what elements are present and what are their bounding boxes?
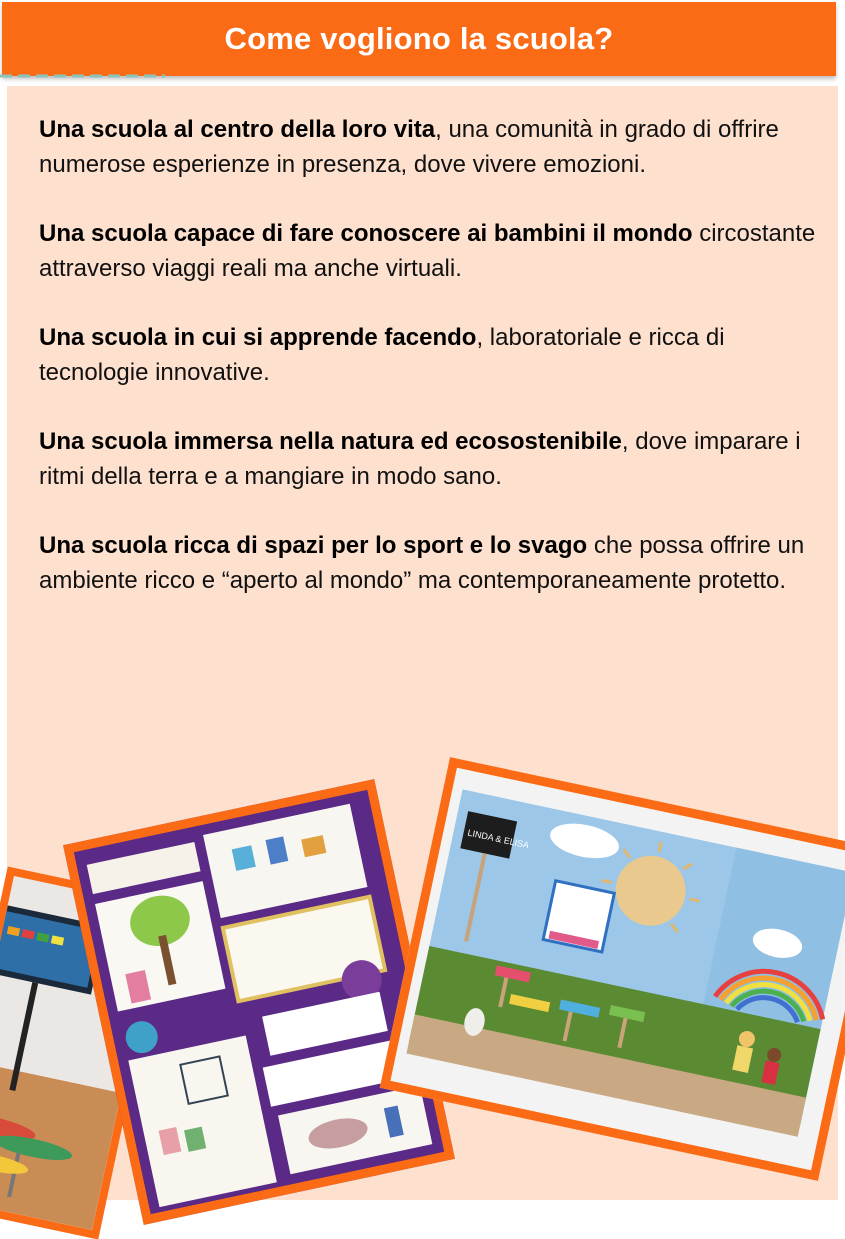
paragraph-5-bold: Una scuola ricca di spazi per lo sport e lo svago bbox=[39, 532, 588, 559]
paragraph-2-text: circostante attraverso viaggi reali ma anche virtuali. bbox=[39, 220, 816, 282]
paragraph-5 bbox=[39, 528, 819, 598]
paragraph-3-text: , laboratoriale e ricca di tecnologie innovative. bbox=[39, 324, 725, 386]
page-header bbox=[2, 2, 836, 76]
paragraph-4-bold: Una scuola immersa nella natura ed ecosostenibile bbox=[39, 428, 622, 455]
paragraph-3-bold: Una scuola in cui si apprende facendo bbox=[39, 324, 477, 351]
paragraph-2-bold: Una scuola capace di fare conoscere ai bambini il mondo bbox=[39, 220, 693, 247]
paragraph-1-text: , una comunità in grado di offrire numerose esperienze in presenza, dove vivere emozioni. bbox=[39, 116, 779, 178]
content-body bbox=[39, 112, 819, 632]
page-title: Come vogliono la scuola? bbox=[224, 21, 614, 56]
paragraph-4-text: , dove imparare i ritmi della terra e a mangiare in modo sano. bbox=[39, 428, 801, 490]
paragraph-3 bbox=[39, 320, 819, 390]
paragraph-1-bold: Una scuola al centro della loro vita bbox=[39, 116, 436, 143]
paragraph-1 bbox=[39, 112, 819, 182]
dashed-divider bbox=[0, 72, 165, 80]
paragraph-2 bbox=[39, 216, 819, 286]
paragraph-4 bbox=[39, 424, 819, 494]
chalkboard-text: LINDA & ELISA bbox=[466, 827, 530, 851]
paragraph-5-text: che possa offrire un ambiente ricco e “aperto al mondo” ma contemporaneamente protetto. bbox=[39, 532, 805, 594]
